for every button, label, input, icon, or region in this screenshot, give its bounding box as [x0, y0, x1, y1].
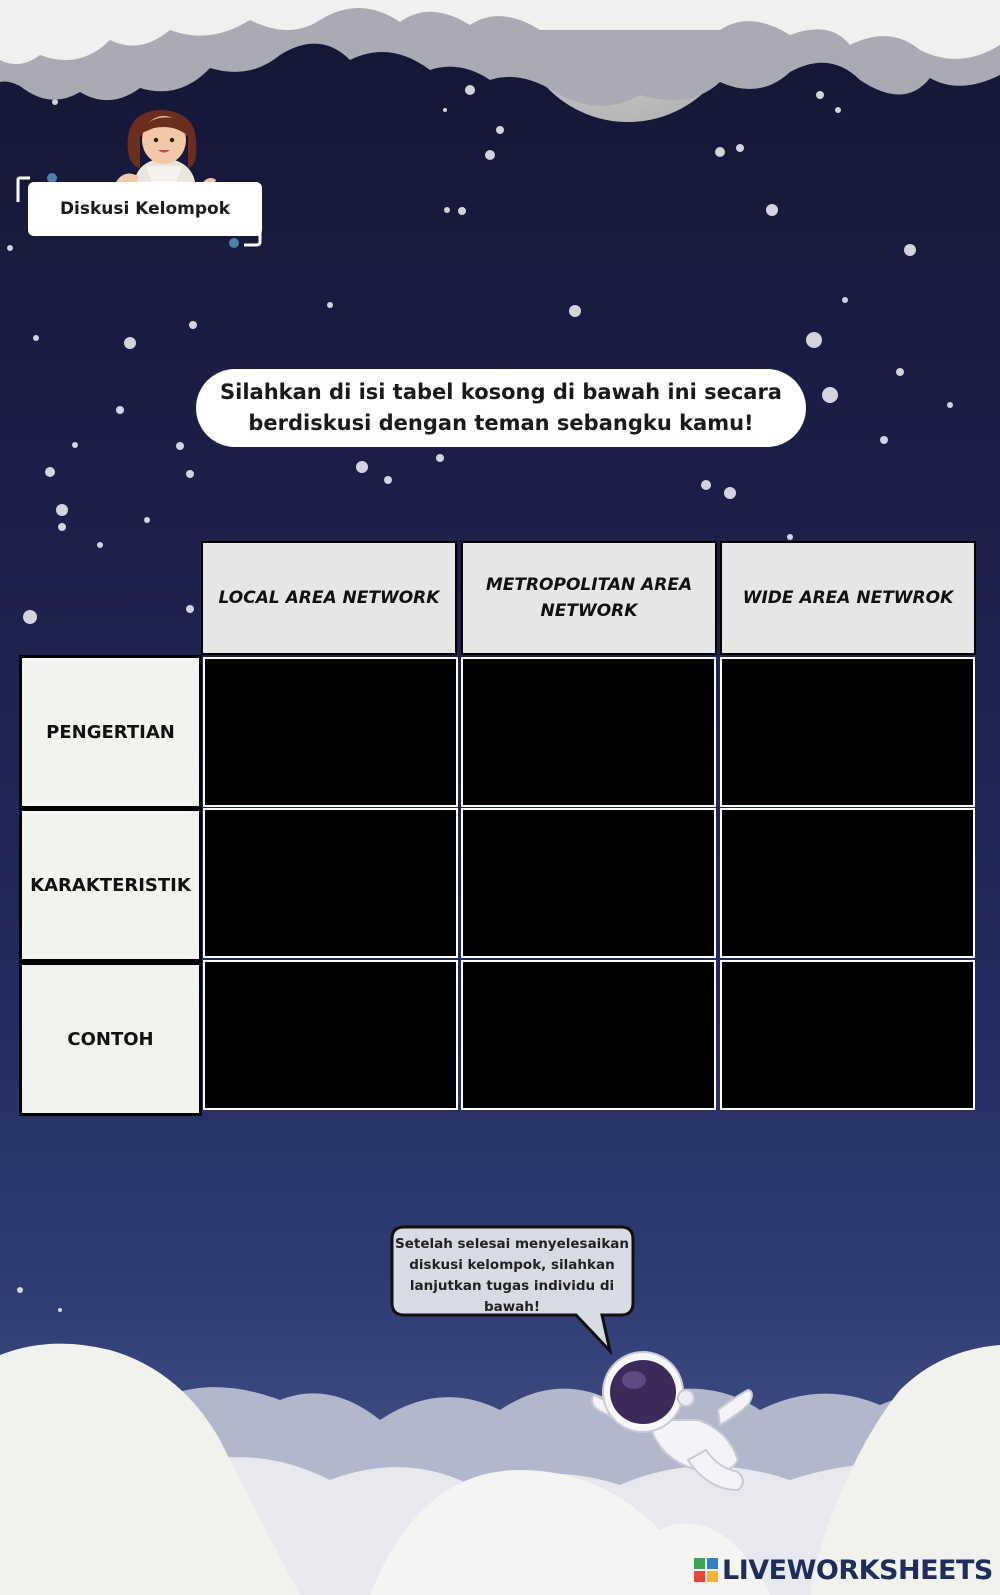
column-header-lan: LOCAL AREA NETWORK [201, 541, 457, 655]
answer-cell-pengertian-man[interactable] [461, 657, 716, 807]
liveworksheets-logo-icon [694, 1558, 718, 1582]
answer-cell-karakteristik-wan[interactable] [720, 808, 975, 958]
astronaut-illustration [588, 1350, 768, 1500]
answer-cell-pengertian-lan[interactable] [203, 657, 458, 807]
column-header-wan: WIDE AREA NETWROK [720, 541, 976, 655]
instruction-bubble [196, 369, 806, 447]
header-label: Diskusi Kelompok [28, 182, 262, 236]
speech-line-1: Setelah selesai menyelesaikan [394, 1236, 630, 1252]
row-header-contoh: CONTOH [19, 962, 202, 1116]
speech-text [394, 1234, 630, 1318]
answer-cell-contoh-wan[interactable] [720, 960, 975, 1110]
brand-text: LIVEWORKSHEETS [722, 1554, 993, 1586]
row-header-pengertian: PENGERTIAN [19, 655, 202, 809]
row-header-karakteristik: KARAKTERISTIK [19, 808, 202, 962]
column-header-man: METROPOLITAN AREA NETWORK [461, 541, 717, 655]
answer-cell-karakteristik-lan[interactable] [203, 808, 458, 958]
speech-line-4: bawah! [483, 1299, 541, 1315]
answer-cell-contoh-man[interactable] [461, 960, 716, 1110]
answer-cell-contoh-lan[interactable] [203, 960, 458, 1110]
speech-line-2: diskusi kelompok, silahkan [409, 1257, 615, 1273]
instruction-line-1: Silahkan di isi tabel kosong di bawah ini secara [220, 380, 782, 404]
diskusi-kelompok-header [16, 106, 276, 256]
liveworksheets-logo [694, 1552, 994, 1588]
girl-illustration [104, 106, 224, 188]
answer-cell-karakteristik-man[interactable] [461, 808, 716, 958]
answer-cell-pengertian-wan[interactable] [720, 657, 975, 807]
instruction-line-2: berdiskusi dengan teman sebangku kamu! [248, 411, 754, 435]
speech-line-3: lanjutkan tugas individu di [409, 1278, 615, 1294]
